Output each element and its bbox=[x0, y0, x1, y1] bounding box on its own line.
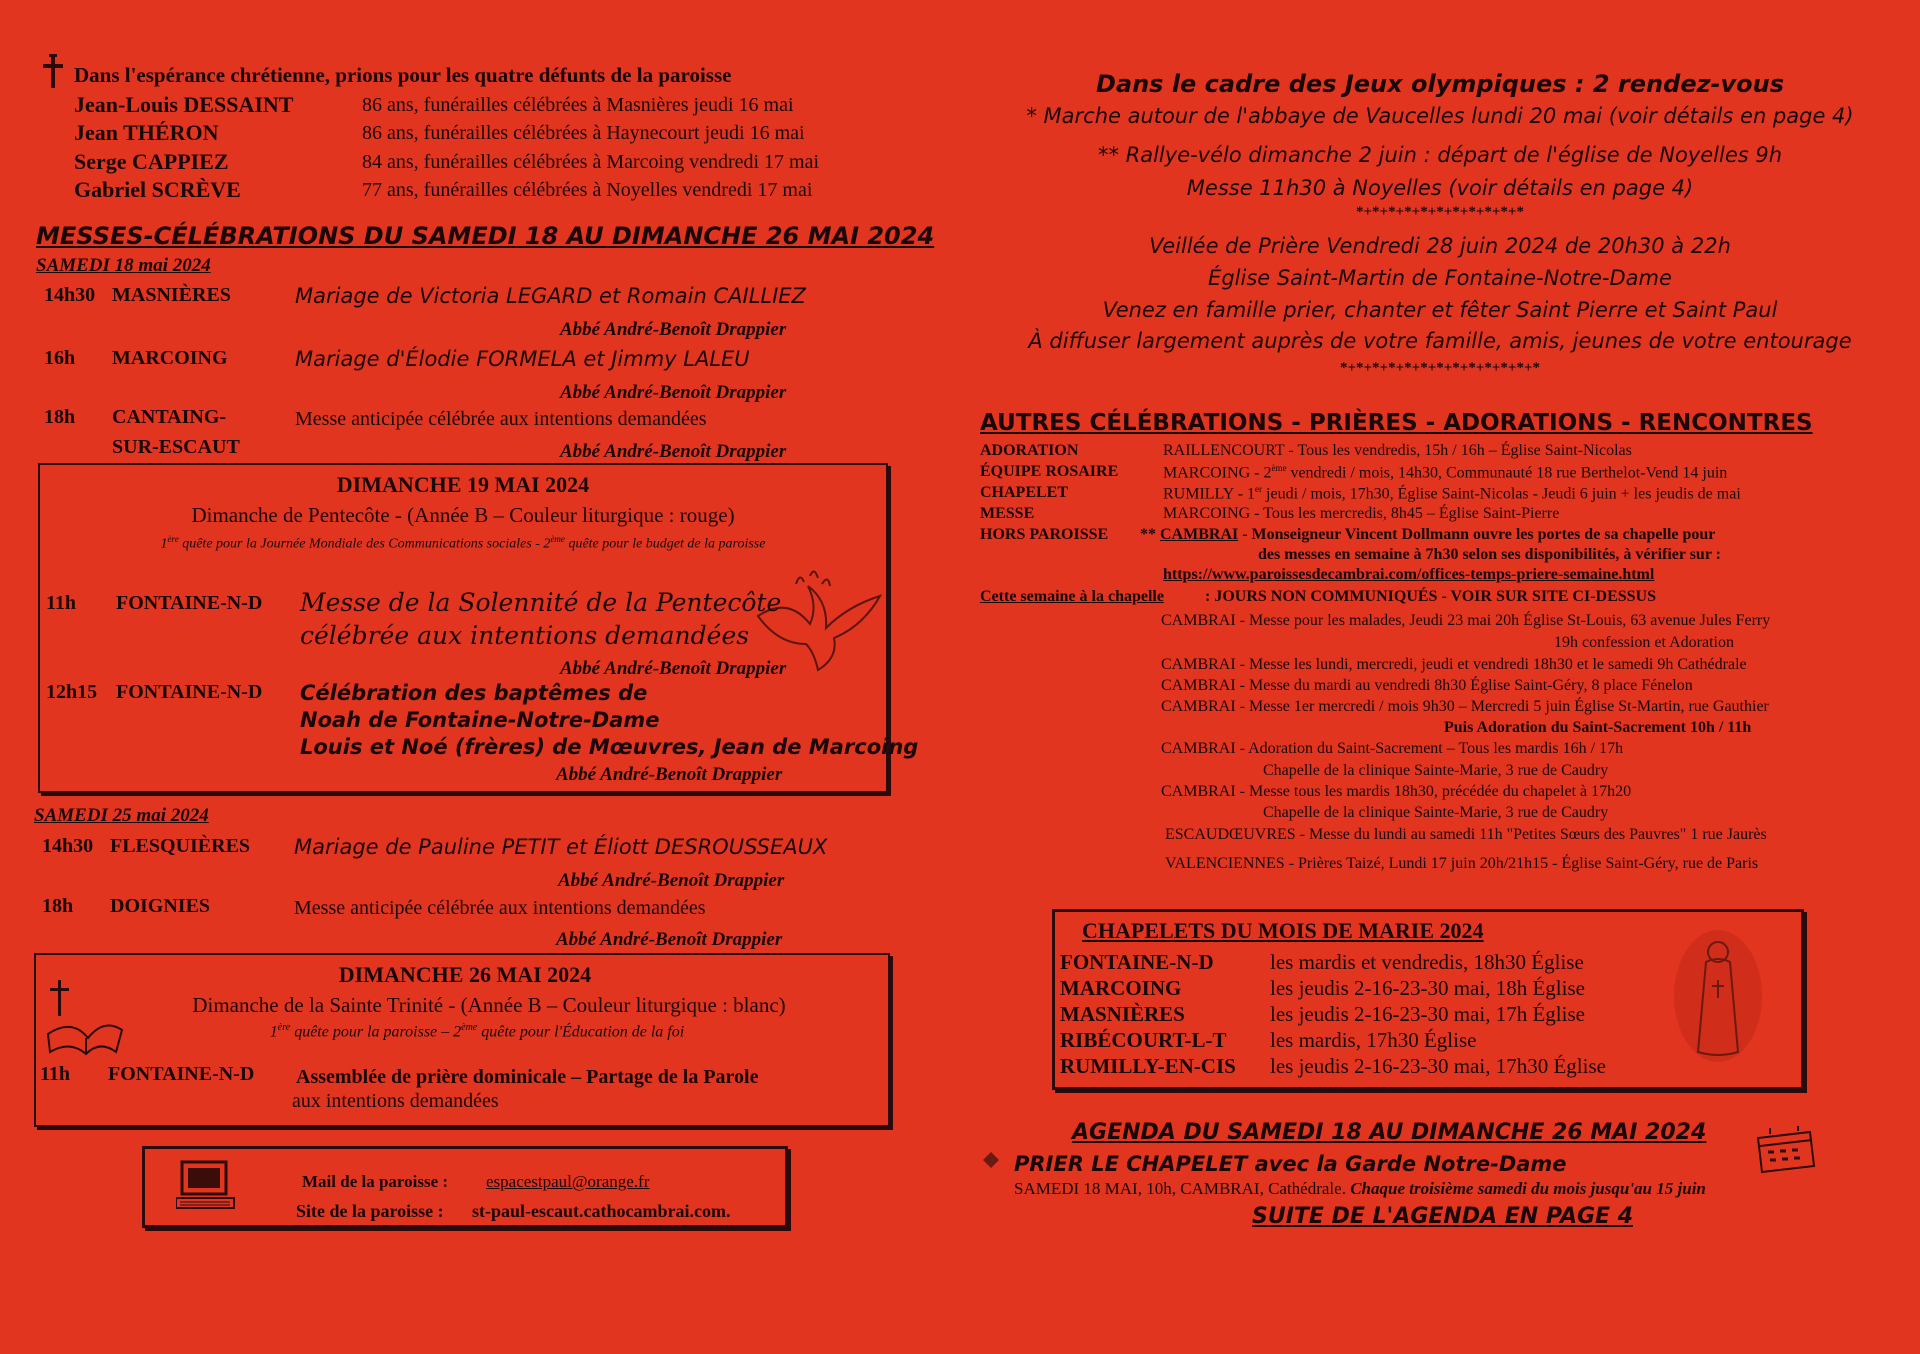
event-place: CANTAING- bbox=[112, 406, 227, 428]
autres-value: RAILLENCOURT - Tous les vendredis, 15h / 16h – Église Saint-Nicolas bbox=[1163, 442, 1632, 459]
dimanche-19-quete: 1ère quête pour la Journée Mondiale des Communications sociales - 2ème quête pour le budget de la paroisse bbox=[160, 534, 766, 552]
priest: Abbé André-Benoît Drappier bbox=[560, 658, 787, 679]
priest: Abbé André-Benoît Drappier bbox=[560, 319, 787, 340]
autres-key: HORS PAROISSE bbox=[980, 526, 1109, 543]
event-text: Mariage de Victoria LEGARD et Romain CAILLIEZ bbox=[295, 284, 806, 308]
event-text: Mariage d'Élodie FORMELA et Jimmy LALEU bbox=[295, 347, 750, 371]
priest: Abbé André-Benoît Drappier bbox=[558, 870, 785, 891]
cambrai-item: Chapelle de la clinique Sainte-Marie, 3 rue de Caudry bbox=[1263, 804, 1609, 821]
event-time: 14h30 bbox=[44, 284, 96, 306]
samedi-18-label: SAMEDI 18 mai 2024 bbox=[36, 255, 211, 276]
autres-key: MESSE bbox=[980, 505, 1035, 522]
veillee-line: À diffuser largement auprès de votre famille, amis, jeunes de votre entourage bbox=[1028, 329, 1852, 353]
calendar-icon bbox=[1752, 1126, 1818, 1179]
mail-label: Mail de la paroisse : bbox=[302, 1172, 449, 1191]
defunts-heading: Dans l'espérance chrétienne, prions pour les quatre défunts de la paroisse bbox=[74, 63, 732, 87]
event-text: Messe anticipée célébrée aux intentions demandées bbox=[294, 897, 706, 919]
event-text: Messe anticipée célébrée aux intentions demandées bbox=[295, 408, 707, 430]
event-place: MASNIÈRES bbox=[112, 284, 231, 306]
autres-key: ADORATION bbox=[980, 442, 1079, 459]
cross-icon bbox=[40, 54, 66, 95]
event-text: aux intentions demandées bbox=[292, 1090, 499, 1112]
event-time: 11h bbox=[40, 1063, 71, 1085]
chapelle-label: Cette semaine à la chapelle bbox=[980, 588, 1164, 605]
priest: Abbé André-Benoît Drappier bbox=[556, 764, 783, 785]
defunt-detail: 86 ans, funérailles célébrées à Haynecourt jeudi 16 mai bbox=[362, 122, 805, 144]
agenda-detail: SAMEDI 18 MAI, 10h, CAMBRAI, Cathédrale. Chaque troisième samedi du mois jusqu'au 15 juin bbox=[1014, 1179, 1706, 1198]
defunt-detail: 84 ans, funérailles célébrées à Marcoing vendredi 17 mai bbox=[362, 151, 820, 173]
cambrai-item: Chapelle de la clinique Sainte-Marie, 3 rue de Caudry bbox=[1263, 762, 1609, 779]
dimanche-26-title: DIMANCHE 26 MAI 2024 bbox=[338, 962, 592, 987]
event-text: Noah de Fontaine-Notre-Dame bbox=[300, 708, 660, 732]
chapelet-place: RIBÉCOURT-L-T bbox=[1060, 1028, 1227, 1052]
defunt-name: Gabriel SCRÈVE bbox=[74, 177, 241, 202]
agenda-suite: SUITE DE L'AGENDA EN PAGE 4 bbox=[1252, 1204, 1634, 1229]
event-place: FONTAINE-N-D bbox=[108, 1063, 255, 1085]
jo-line: * Marche autour de l'abbaye de Vaucelles lundi 20 mai (voir détails en page 4) bbox=[1026, 104, 1854, 128]
event-time: 14h30 bbox=[42, 835, 94, 857]
agenda-title: AGENDA DU SAMEDI 18 AU DIMANCHE 26 MAI 2024 bbox=[1072, 1120, 1707, 1145]
virgin-mary-icon bbox=[1668, 926, 1768, 1071]
veillee-line: Veillée de Prière Vendredi 28 juin 2024 de 20h30 à 22h bbox=[1149, 234, 1731, 258]
defunt-detail: 86 ans, funérailles célébrées à Masnières jeudi 16 mai bbox=[362, 94, 794, 116]
diamond-bullet-icon bbox=[982, 1151, 1000, 1174]
mail-link[interactable]: espacestpaul@orange.fr bbox=[486, 1172, 650, 1191]
cambrai-item: CAMBRAI - Messe tous les mardis 18h30, précédée du chapelet à 17h20 bbox=[1161, 783, 1632, 800]
autres-value: des messes en semaine à 7h30 selon ses disponibilités, à vérifier sur : bbox=[1258, 546, 1721, 563]
messes-title: MESSES-CÉLÉBRATIONS DU SAMEDI 18 AU DIMANCHE 26 MAI 2024 bbox=[36, 222, 935, 250]
event-place: FONTAINE-N-D bbox=[116, 592, 263, 614]
event-place: MARCOING bbox=[112, 347, 228, 369]
book-cross-icon bbox=[44, 978, 124, 1063]
veillee-line: Venez en famille prier, chanter et fêter Saint Pierre et Saint Paul bbox=[1102, 298, 1778, 322]
site-link[interactable]: st-paul-escaut.cathocambrai.com. bbox=[472, 1201, 731, 1221]
cambrai-item: CAMBRAI - Messe les lundi, mercredi, jeudi et vendredi 18h30 et le samedi 9h Cathédrale bbox=[1161, 656, 1747, 673]
event-place: DOIGNIES bbox=[110, 895, 211, 917]
veillee-line: Église Saint-Martin de Fontaine-Notre-Dame bbox=[1208, 266, 1672, 290]
samedi-25-label: SAMEDI 25 mai 2024 bbox=[34, 805, 209, 826]
separator: *+*+*+*+*+*+*+*+*+*+* bbox=[1356, 204, 1524, 220]
cambrai-item: CAMBRAI - Messe pour les malades, Jeudi 23 mai 20h Église St-Louis, 63 avenue Jules Ferry bbox=[1161, 612, 1771, 629]
autres-value: ** CAMBRAI - Monseigneur Vincent Dollmann ouvre les portes de sa chapelle pour bbox=[1140, 526, 1716, 543]
cambrai-item: CAMBRAI - Adoration du Saint-Sacrement – Tous les mardis 16h / 17h bbox=[1161, 740, 1624, 757]
event-text: Messe de la Solennité de la Pentecôte bbox=[300, 588, 782, 617]
chapelet-time: les jeudis 2-16-23-30 mai, 17h30 Église bbox=[1270, 1054, 1606, 1078]
cambrai-link[interactable]: https://www.paroissesdecambrai.com/offices-temps-priere-semaine.html bbox=[1163, 566, 1655, 583]
autres-key: CHAPELET bbox=[980, 484, 1069, 501]
site-label: Site de la paroisse : bbox=[296, 1201, 444, 1221]
autres-value: MARCOING - 2ème vendredi / mois, 14h30, Communauté 18 rue Berthelot-Vend 14 juin bbox=[1163, 463, 1728, 482]
priest: Abbé André-Benoît Drappier bbox=[560, 382, 787, 403]
priest: Abbé André-Benoît Drappier bbox=[560, 441, 787, 462]
cambrai-item: 19h confession et Adoration bbox=[1554, 634, 1734, 651]
event-text: Louis et Noé (frères) de Mœuvres, Jean de Marcoing bbox=[300, 735, 919, 759]
chapelet-place: MARCOING bbox=[1060, 976, 1182, 1000]
autres-value: MARCOING - Tous les mercredis, 8h45 – Église Saint-Pierre bbox=[1163, 505, 1560, 522]
defunt-name: Jean-Louis DESSAINT bbox=[74, 92, 294, 117]
chapelet-place: RUMILLY-EN-CIS bbox=[1060, 1054, 1236, 1078]
event-place: FONTAINE-N-D bbox=[116, 681, 263, 703]
priest: Abbé André-Benoît Drappier bbox=[556, 929, 783, 950]
event-text: célébrée aux intentions demandées bbox=[300, 621, 750, 650]
defunt-name: Serge CAPPIEZ bbox=[74, 149, 229, 174]
cambrai-item: VALENCIENNES - Prières Taizé, Lundi 17 juin 20h/21h15 - Église Saint-Géry, rue de Paris bbox=[1165, 855, 1759, 872]
chapelet-time: les jeudis 2-16-23-30 mai, 18h Église bbox=[1270, 976, 1585, 1000]
chapelet-place: MASNIÈRES bbox=[1060, 1002, 1185, 1026]
computer-icon bbox=[176, 1160, 238, 1217]
dimanche-26-quete: 1ère quête pour la paroisse – 2ème quête pour l'Éducation de la foi bbox=[269, 1022, 685, 1041]
jo-line: Messe 11h30 à Noyelles (voir détails en page 4) bbox=[1186, 176, 1694, 200]
agenda-item: PRIER LE CHAPELET avec la Garde Notre-Dame bbox=[1014, 1152, 1567, 1176]
dimanche-26-subtitle: Dimanche de la Sainte Trinité - (Année B – Couleur liturgique : blanc) bbox=[192, 993, 786, 1017]
chapelets-title: CHAPELETS DU MOIS DE MARIE 2024 bbox=[1082, 918, 1484, 943]
autres-value: RUMILLY - 1er jeudi / mois, 17h30, Église Saint-Nicolas - Jeudi 6 juin + les jeudis de mai bbox=[1163, 484, 1741, 503]
chapelle-value: : JOURS NON COMMUNIQUÉS - VOIR SUR SITE CI-DESSUS bbox=[1205, 588, 1657, 605]
chapelet-time: les mardis et vendredis, 18h30 Église bbox=[1270, 950, 1584, 974]
cambrai-item: ESCAUDŒUVRES - Messe du lundi au samedi 11h "Petites Sœurs des Pauvres" 1 rue Jaurès bbox=[1165, 826, 1767, 843]
event-time: 16h bbox=[44, 347, 76, 369]
jo-line: ** Rallye-vélo dimanche 2 juin : départ de l'église de Noyelles 9h bbox=[1097, 143, 1783, 167]
cambrai-item: CAMBRAI - Messe 1er mercredi / mois 9h30 – Mercredi 5 juin Église St-Martin, rue Gauthier bbox=[1161, 698, 1769, 715]
chapelet-time: les jeudis 2-16-23-30 mai, 17h Église bbox=[1270, 1002, 1585, 1026]
chapelet-time: les mardis, 17h30 Église bbox=[1270, 1028, 1477, 1052]
jo-title: Dans le cadre des Jeux olympiques : 2 rendez-vous bbox=[1095, 70, 1785, 98]
dimanche-19-title: DIMANCHE 19 MAI 2024 bbox=[336, 472, 590, 497]
event-time: 12h15 bbox=[46, 681, 98, 703]
dimanche-19-subtitle: Dimanche de Pentecôte - (Année B – Couleur liturgique : rouge) bbox=[191, 503, 735, 527]
autres-key: ÉQUIPE ROSAIRE bbox=[980, 463, 1119, 480]
cambrai-item: Puis Adoration du Saint-Sacrement 10h / 11h bbox=[1444, 719, 1752, 736]
chapelet-place: FONTAINE-N-D bbox=[1060, 950, 1214, 974]
event-place: SUR-ESCAUT bbox=[112, 436, 240, 458]
event-time: 11h bbox=[46, 592, 77, 614]
event-text: Mariage de Pauline PETIT et Éliott DESROUSSEAUX bbox=[294, 835, 828, 859]
defunt-detail: 77 ans, funérailles célébrées à Noyelles vendredi 17 mai bbox=[362, 179, 813, 201]
event-time: 18h bbox=[44, 406, 76, 428]
event-text: Célébration des baptêmes de bbox=[300, 681, 648, 705]
event-place: FLESQUIÈRES bbox=[110, 835, 251, 857]
defunt-name: Jean THÉRON bbox=[74, 120, 219, 145]
separator: *+*+*+*+*+*+*+*+*+*+*+*+* bbox=[1339, 360, 1541, 376]
autres-title: AUTRES CÉLÉBRATIONS - PRIÈRES - ADORATIONS - RENCONTRES bbox=[980, 410, 1813, 436]
cambrai-item: CAMBRAI - Messe du mardi au vendredi 8h30 Église Saint-Géry, 8 place Fénelon bbox=[1161, 677, 1693, 694]
event-time: 18h bbox=[42, 895, 74, 917]
event-text: Assemblée de prière dominicale – Partage de la Parole bbox=[296, 1066, 759, 1088]
